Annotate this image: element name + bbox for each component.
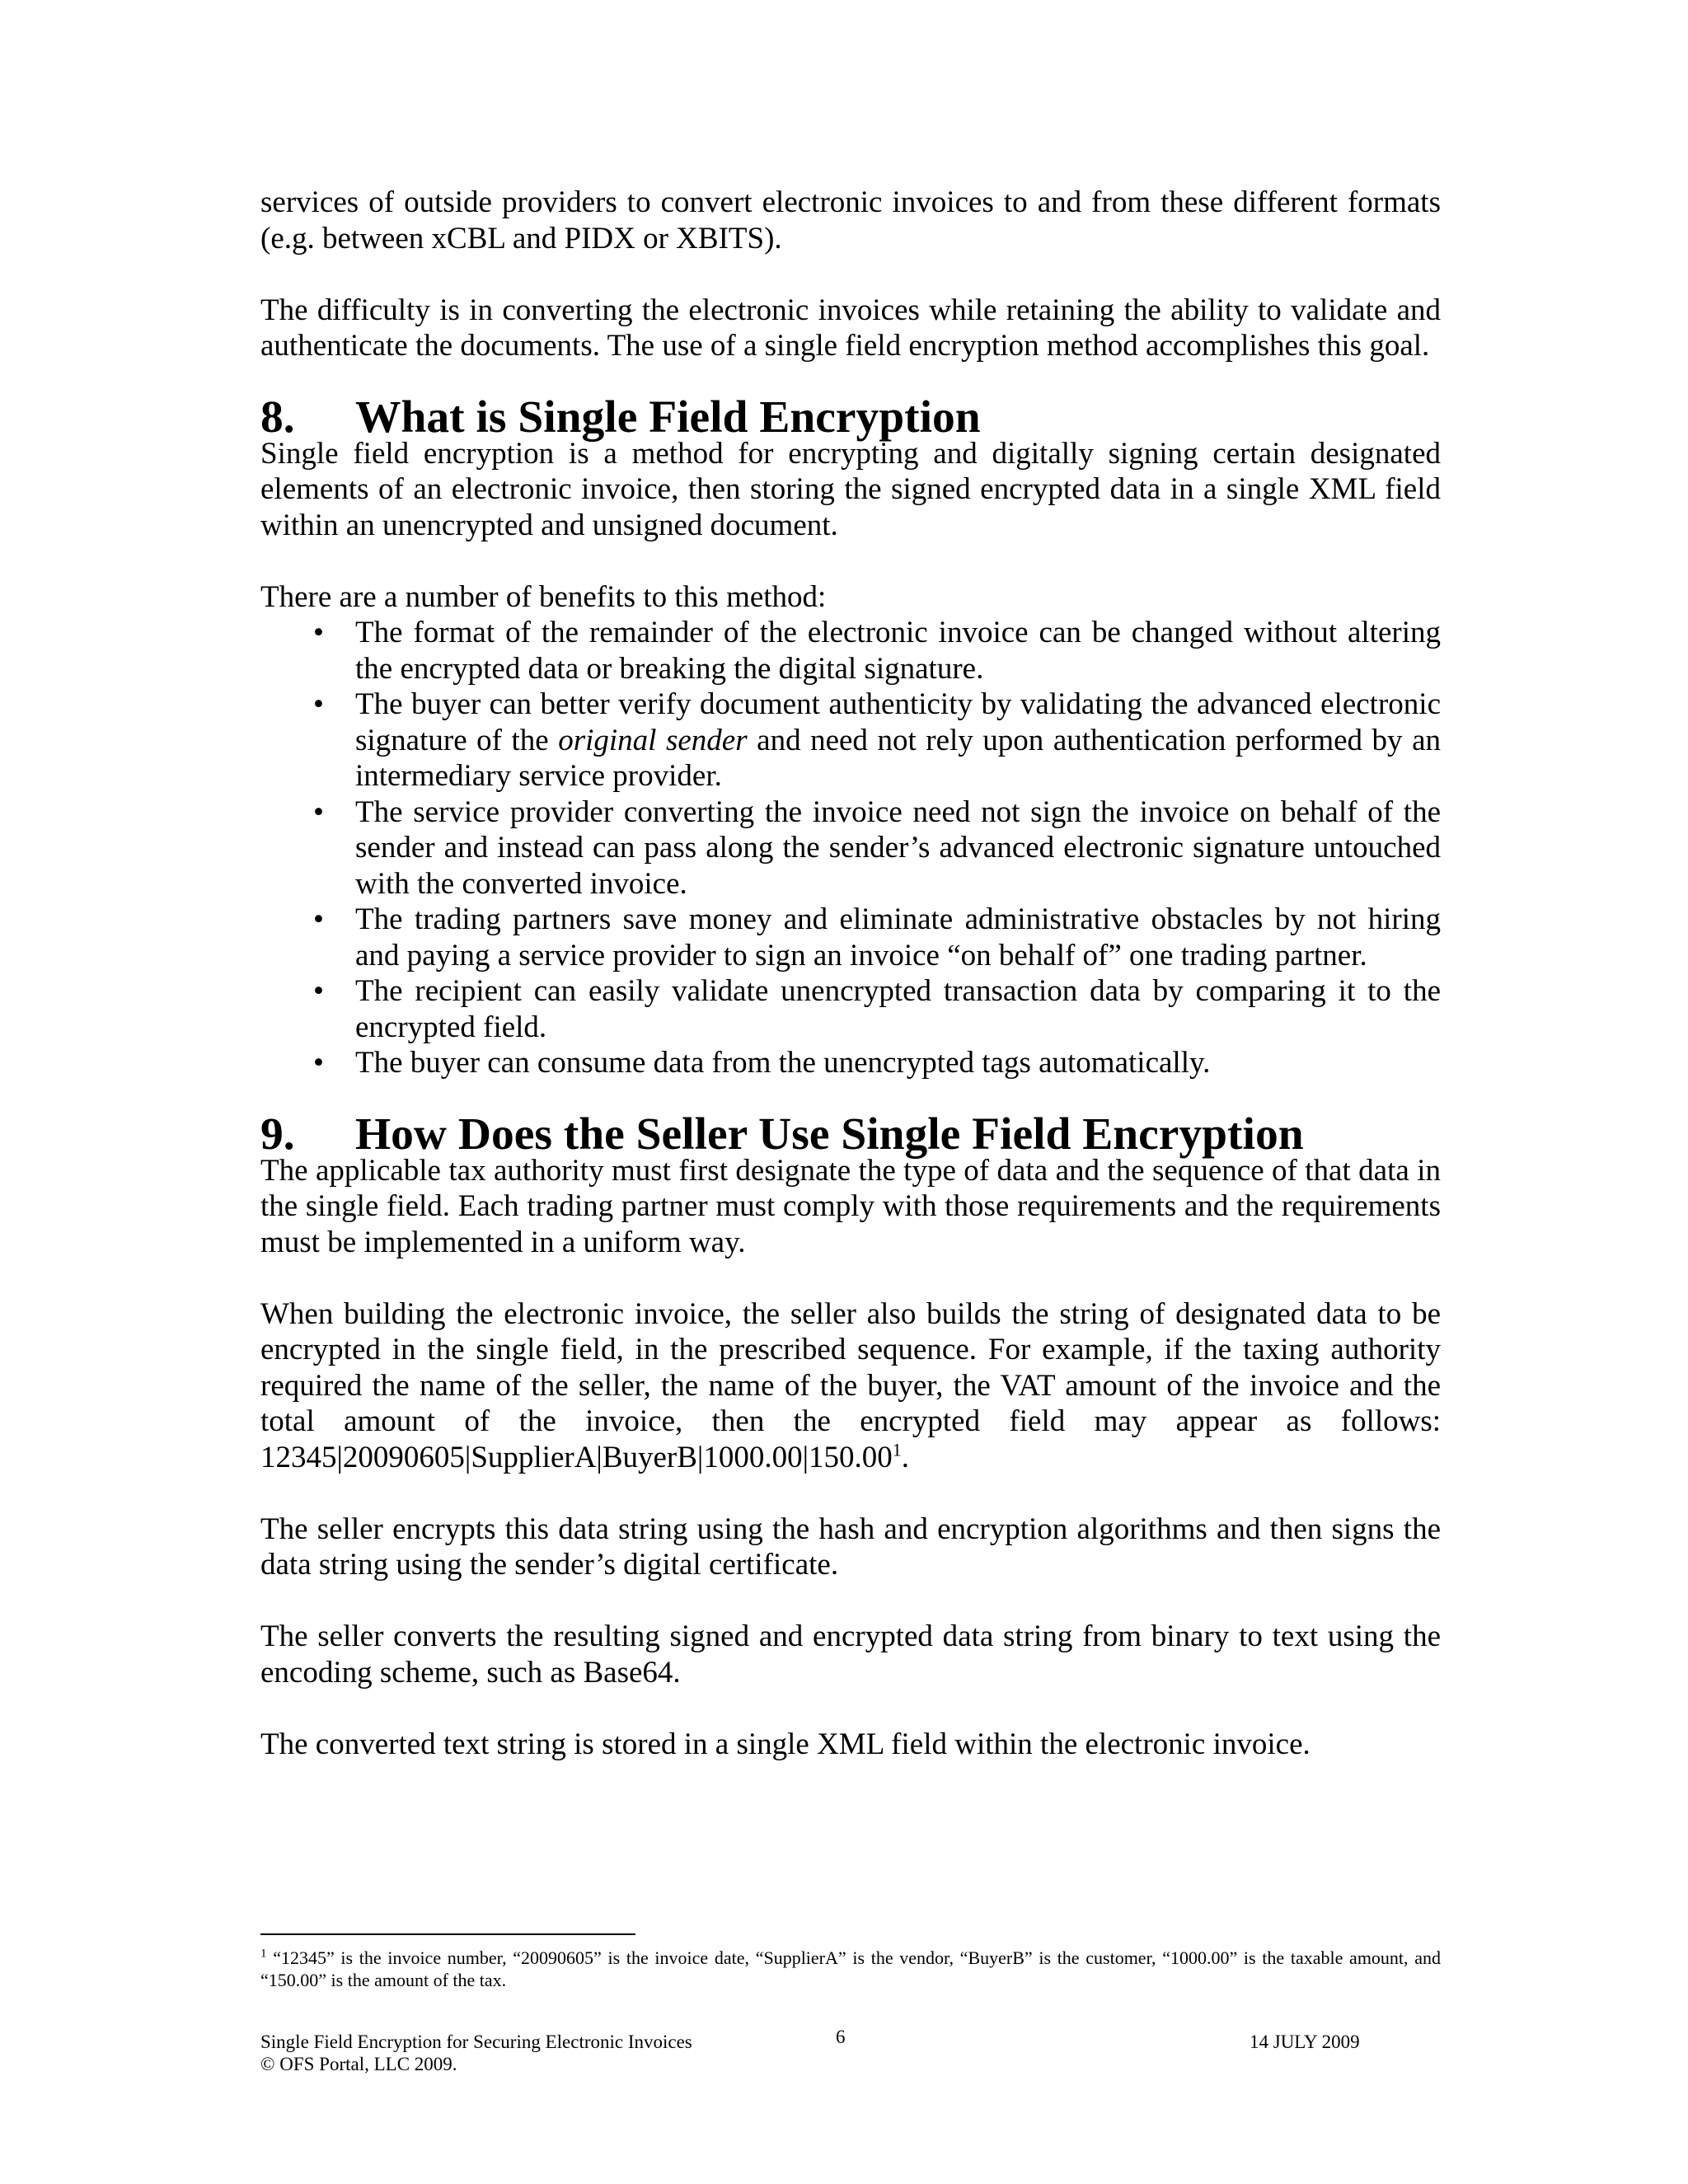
list-item xyxy=(260,615,1441,687)
bullet-icon: • xyxy=(313,974,324,1008)
page-number: 6 xyxy=(836,2027,846,2047)
footnote-text: “12345” is the invoice number, “20090605” is the invoice date, “SupplierA” is the vendor, “BuyerB” is the customer, “1000.00” is the taxable amount, and “150.00” is the amount of the tax. xyxy=(260,1947,1441,1990)
section-9-paragraph-2 xyxy=(260,1296,1441,1476)
page-body xyxy=(260,185,1441,1798)
paragraph-intro-continuation: services of outside providers to convert electronic invoices to and from these different formats (e.g. between xCBL and PIDX or XBITS). xyxy=(260,185,1441,255)
section-9-paragraph-1: The applicable tax authority must first designate the type of data and the sequence of that data in the single field. Each trading partner must comply with those requirements and the requirements must be implemented in a uniform way. xyxy=(260,1153,1441,1259)
footnote xyxy=(260,1947,1441,1991)
paragraph-difficulty: The difficulty is in converting the electronic invoices while retaining the ability to validate and authenticate the documents. The use of a single field encryption method accomplishes this goal. xyxy=(260,293,1441,363)
list-item-text: The recipient can easily validate unencrypted transaction data by comparing it to the encrypted field. xyxy=(355,974,1441,1044)
section-8-heading xyxy=(260,392,1441,443)
list-item xyxy=(260,1045,1441,1081)
list-item-text: The service provider converting the invoice need not sign the invoice on behalf of the sender and instead can pass along the sender’s advanced electronic signature untouched with the converted invoice. xyxy=(355,794,1441,901)
section-9-paragraph-4: The seller converts the resulting signed and encrypted data string from binary to text using the encoding scheme, such as Base64. xyxy=(260,1619,1441,1690)
footer-date: 14 JULY 2009 xyxy=(1250,2032,1360,2052)
list-item-text: The buyer can consume data from the unencrypted tags automatically. xyxy=(355,1046,1211,1080)
footnote-divider xyxy=(260,1933,635,1935)
bullet-icon: • xyxy=(313,902,324,936)
bullet-icon: • xyxy=(313,687,324,721)
list-item xyxy=(260,973,1441,1045)
section-8-definition: Single field encryption is a method for encrypting and digitally signing certain designated elements of an electronic invoice, then storing the signed encrypted data in a single XML field within an unencrypted and unsigned document. xyxy=(260,436,1441,542)
example-text: When building the electronic invoice, the seller also builds the string of designated data to be encrypted in the single field, in the prescribed sequence. For example, if the taxing authority required the name of the seller, the name of the buyer, the VAT amount of the invoice and the total amount of the invoice, then the encrypted field may appear as follows: 12345|20090605|SupplierA|BuyerB|1000.00|150.00 xyxy=(260,1296,1441,1474)
bullet-icon: • xyxy=(313,1046,324,1080)
list-item xyxy=(260,794,1441,902)
benefits-intro: There are a number of benefits to this method: xyxy=(260,579,827,614)
list-item xyxy=(260,687,1441,794)
list-item-text: The trading partners save money and eliminate administrative obstacles by not hiring and paying a service provider to sign an invoice “on behalf of” one trading partner. xyxy=(355,902,1441,972)
section-8-number: 8. xyxy=(260,392,295,443)
section-9-paragraph-5: The converted text string is stored in a single XML field within the electronic invoice. xyxy=(260,1727,1311,1761)
footnote-reference[interactable]: 1 xyxy=(892,1439,902,1460)
section-9-heading xyxy=(260,1109,1441,1160)
list-item-text: The format of the remainder of the electronic invoice can be changed without altering the encrypted data or breaking the digital signature. xyxy=(355,616,1441,686)
example-period: . xyxy=(901,1440,909,1474)
section-9-paragraph-3: The seller encrypts this data string using the hash and encryption algorithms and then signs the data string using the sender’s digital certificate. xyxy=(260,1511,1441,1582)
list-item xyxy=(260,902,1441,973)
footnote-marker: 1 xyxy=(260,1947,267,1961)
footer-document-info xyxy=(260,2031,692,2075)
benefits-list xyxy=(260,615,1441,1081)
list-item-text xyxy=(355,687,1441,793)
section-9-title: How Does the Seller Use Single Field Encryption xyxy=(355,1109,1304,1160)
section-9-number: 9. xyxy=(260,1109,295,1160)
footer-document-title: Single Field Encryption for Securing Electronic Invoices xyxy=(260,2032,692,2052)
section-8-title: What is Single Field Encryption xyxy=(355,392,981,443)
list-item-text-part: The buyer can better verify document authenticity by validating the advanced electronic signature of the xyxy=(355,687,1441,757)
bullet-icon: • xyxy=(313,794,324,829)
emphasis-original-sender: original sender xyxy=(558,723,748,757)
footer-copyright: © OFS Portal, LLC 2009. xyxy=(260,2054,457,2074)
bullet-icon: • xyxy=(313,616,324,649)
list-item-text-part: and need not rely upon authentication performed by an intermediary service provider. xyxy=(355,723,1441,793)
